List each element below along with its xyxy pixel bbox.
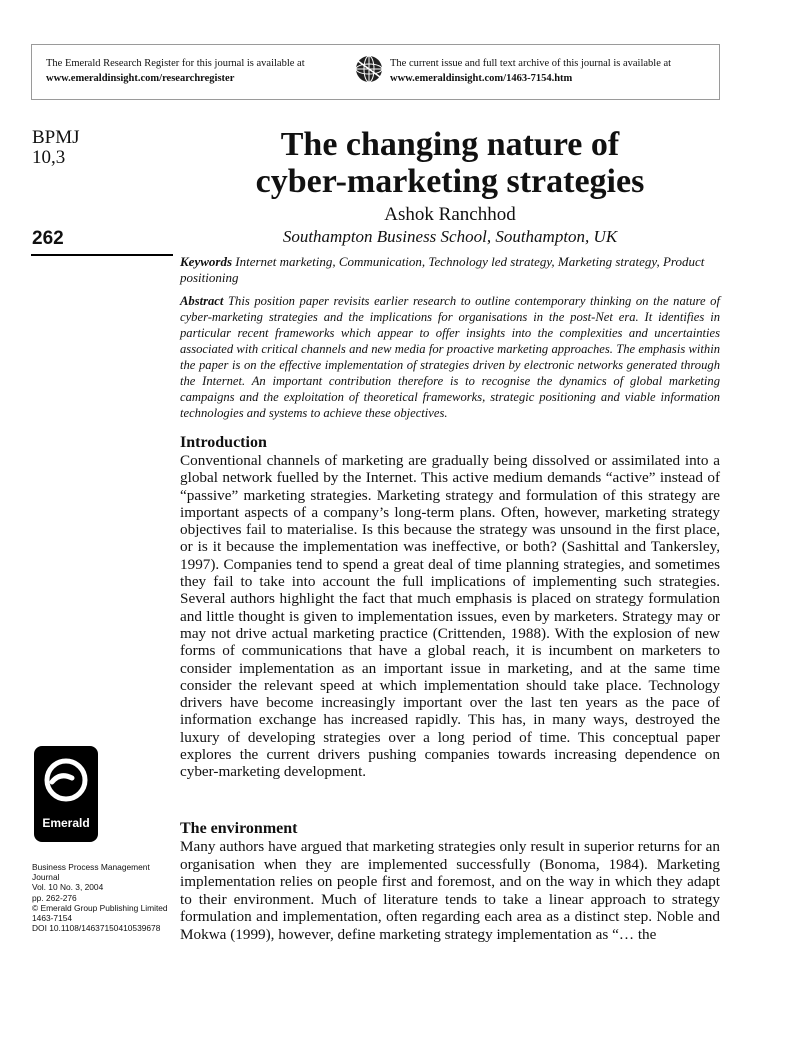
publication-info — [32, 862, 182, 933]
page-number-rule — [31, 254, 173, 256]
title-line-1: The changing nature of — [280, 126, 620, 163]
abstract — [180, 293, 720, 421]
archive-text: The current issue and full text archive of this journal is available at — [390, 58, 672, 69]
research-register-link[interactable]: www.emeraldinsight.com/researchregister — [46, 73, 235, 84]
volume-info: Vol. 10 No. 3, 2004 — [32, 882, 104, 893]
journal-name: Business Process Management Journal — [32, 862, 150, 883]
author-affiliation: Southampton Business School, Southampton, UK — [282, 227, 618, 246]
author-name: Ashok Ranchhod — [384, 204, 516, 225]
page-range: pp. 262-276 — [32, 892, 77, 903]
emerald-logo — [34, 746, 98, 842]
archive-link[interactable]: www.emeraldinsight.com/1463-7154.htm — [390, 73, 573, 84]
introduction-paragraph: Conventional channels of marketing are gradually being dissolved or assimilated into a global network fuelled by the Internet. This active medium demands “active” instead of “passive” marketing strategies. Marketing strategy and formulation of this strategy are important aspects of a company’s long-term plans. Often, however, marketing strategy objectives fail to materialise. Is this because the strategy was unsound in the first place, or is it because the implementation was ineffective, or both? (Sashittal and Tankersley, 1997). Companies tend to spend a great deal of time planning strategies, and sometimes they fail to take into account the full implications of implementing such strategies. Several authors highlight the fact that much emphasis is placed on strategy formulation and little thought is given to implementation issues, even by marketers. Strategy may or may not drive actual marketing practice (Crittenden, 1988). With the explosion of new forms of communications that have a global reach, it is incumbent on marketers to consider implementation as an important issue in marketing, and at the same time consider the relevant speed at which implementation should take place. Technology drivers have become increasingly important over the last ten years as the pace of information exchange has increased rapidly. This has, in many ways, destroyed the luxury of developing strategies over a long period of time. This conceptual paper explores the current drivers pushing companies towards increasing dependence on cyber-marketing development. — [180, 452, 720, 781]
article-title — [180, 126, 720, 200]
keywords-text: Internet marketing, Communication, Technology led strategy, Marketing strategy, Product positioning — [180, 254, 705, 285]
journal-abbreviation: BPMJ — [32, 127, 80, 148]
environment-paragraph: Many authors have argued that marketing strategies only result in superior returns for an organisation when they are implemented successfully (Bonoma, 1984). Marketing implementation relies on people first and foremost, and on the way in which they adapt to their environment. Much of literature tends to take a linear approach to strategy formulation and implementation, often regarding each area as a distinct step. Noble and Mokwa (1999), however, define marketing strategy implementation as “… the — [180, 838, 720, 943]
emerald-logo-icon — [42, 756, 90, 812]
archive-info — [390, 56, 671, 86]
access-info-box — [31, 44, 720, 100]
journal-volume: 10,3 — [32, 147, 66, 168]
emerald-logo-text: Emerald — [42, 816, 90, 830]
page-number: 262 — [32, 228, 64, 249]
copyright-notice: © Emerald Group Publishing Limited — [32, 902, 168, 913]
research-register-text: The Emerald Research Register for this journal is available at — [46, 58, 305, 69]
research-register-info — [46, 56, 305, 86]
abstract-label: Abstract — [180, 294, 224, 308]
title-line-2: cyber-marketing strategies — [255, 163, 645, 200]
environment-heading: The environment — [180, 820, 298, 837]
keywords-label: Keywords — [180, 254, 232, 269]
abstract-text: This position paper revisits earlier research to outline contemporary thinking on the nature of cyber-marketing strategies and the implications for organisations in the post-Net era. It identifies in particular recent frameworks which appear to offer insights into the complexities and uncertainties associated with critical channels and new media for proactive marketing approaches. The emphasis within the paper is on the effective implementation of strategies driven by electronic networks generated through the Internet. An important contribution therefore is to recognise the dynamics of global marketing campaigns and the exploitation of theoretical frameworks, strategic positioning and viable information technologies and systems to achieve these objectives. — [180, 294, 720, 420]
keywords — [180, 254, 720, 286]
issn: 1463-7154 — [32, 913, 73, 924]
doi: DOI 10.1108/14637150410539678 — [32, 923, 161, 934]
introduction-heading: Introduction — [180, 434, 267, 451]
globe-icon — [354, 54, 384, 84]
